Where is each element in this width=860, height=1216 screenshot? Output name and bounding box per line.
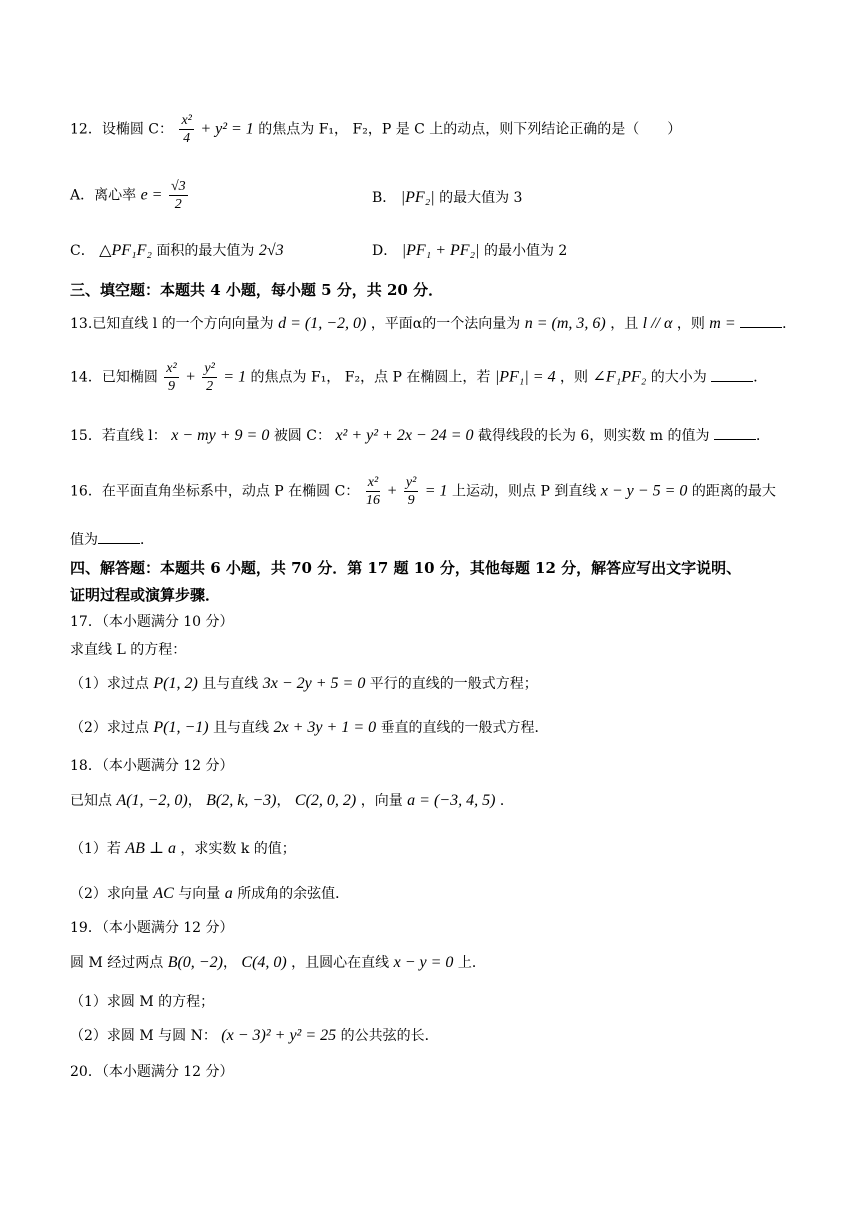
q19-sub1: （1）求圆 M 的方程； [70, 994, 215, 1010]
q18-s2c: 所成角的余弦值． [237, 886, 350, 902]
q14-p4: 的大小为 [650, 369, 707, 386]
q12-option-d [372, 241, 567, 261]
q13-p2: ，平面α的一个法向量为 [370, 316, 521, 332]
q17-s1c: 平行的直线的一般式方程； [369, 676, 538, 692]
q15-stem [70, 426, 770, 446]
q15-p4: ． [755, 428, 770, 444]
q19-intro-text: 圆 M 经过两点 [70, 955, 164, 971]
q17-s2c: 垂直的直线的一般式方程． [380, 720, 549, 736]
section-4-title-line1: 四、解答题：本题共 6 小题，共 70 分．第 17 题 10 分，其他每题 12 分，解答应写出文字说明、 [70, 559, 742, 577]
q17-s2b: 且与直线 [213, 720, 270, 736]
q16-plus: + [386, 482, 398, 500]
q12-option-a [70, 178, 190, 213]
q17-s2a: （2）求过点 [70, 720, 149, 736]
q16-p1: 16．在平面直角坐标系中，动点 P 在椭圆 C： [70, 483, 360, 500]
q16-line2-end: ． [140, 532, 154, 548]
q13-p3: ，且 [610, 316, 639, 332]
q14-angle: ∠F₁PF₂ [592, 368, 647, 386]
q18-s2a: （2）求向量 [70, 886, 149, 902]
q12-optb-text: 的最大值为 3 [439, 190, 523, 206]
q12-suffix: 的焦点为 F₁， F₂，P 是 C 上的动点，则下列结论正确的是（ ） [258, 121, 682, 138]
q15-p2: 被圆 C： [273, 428, 331, 444]
q12-option-c [70, 241, 284, 261]
q13-direction-vector: d = (1, −2, 0) [278, 315, 367, 332]
q18-s2b: 与向量 [178, 886, 221, 902]
q12-opta-label: A．离心率 [70, 187, 137, 204]
q12-opta-num: √3 [170, 179, 186, 194]
q16-eq: = 1 [424, 482, 448, 500]
q12-optd-text: 的最小值为 2 [483, 243, 568, 259]
q15-line-eq: x − my + 9 = 0 [171, 427, 270, 444]
q12-opta-math: e = [140, 186, 163, 204]
q18-point-a: A(1, −2, 0) [116, 792, 188, 809]
q16-p3: 的距离的最大 [691, 483, 776, 500]
q19-line: x − y = 0 [393, 954, 454, 971]
q16-line2 [70, 530, 154, 550]
q12-stem [70, 112, 681, 147]
q13-normal-vector: n = (m, 3, 6) [524, 315, 606, 332]
q17-sub2 [70, 718, 549, 738]
q12-option-b [372, 188, 522, 208]
q18-intro-text: 已知点 [70, 793, 112, 809]
q16-frac1 [366, 474, 380, 509]
q20-header: 20．（本小题满分 12 分） [70, 1064, 234, 1080]
q13-m-eq: m = [709, 315, 736, 332]
q17-header: 17．（本小题满分 10 分） [70, 614, 234, 630]
q16-line2-text: 值为 [70, 532, 98, 548]
q18-s2-ac: AC [153, 885, 174, 902]
q18-sub2 [70, 884, 349, 904]
q16-stem [70, 474, 776, 509]
q18-s1a: （1）若 [70, 841, 121, 857]
q15-circle-eq: x² + y² + 2x − 24 = 0 [335, 427, 474, 444]
q17-intro: 求直线 L 的方程： [70, 642, 187, 658]
q18-s1b: ，求实数 k 的值； [180, 841, 296, 857]
q14-p3: ，则 [560, 369, 589, 386]
q12-opta-fraction [169, 178, 188, 213]
q18-point-b: B(2, k, −3) [206, 792, 277, 809]
q13-answer-blank [740, 315, 782, 328]
q14-eq: = 1 [223, 368, 247, 386]
q17-s2-line: 2x + 3y + 1 = 0 [273, 719, 377, 736]
q14-frac2-num: y² [204, 361, 215, 376]
q18-intro: 已知点 A(1, −2, 0)， B(2, k, −3)， C(2, 0, 2) ，向量 a = (−3, 4, 5) ． [70, 792, 514, 809]
q19-s2a: （2）求圆 M 与圆 N： [70, 1028, 217, 1044]
q13-p5: ． [782, 316, 797, 332]
q19-sub2 [70, 1026, 439, 1046]
q12-optd-math: |PF₁ + PF₂| [401, 242, 480, 259]
q17-sub1 [70, 674, 538, 694]
q17-s1-line: 3x − 2y + 5 = 0 [262, 675, 366, 692]
q13-p1: 13.已知直线 l 的一个方向向量为 [70, 316, 274, 332]
q14-frac2-den: 2 [206, 379, 214, 394]
q18-s2-a: a [224, 885, 233, 902]
q13-parallel: l // α [642, 315, 673, 332]
q14-answer-blank [711, 369, 753, 382]
q12-optc-label: C． [70, 243, 95, 259]
q18-end: ． [499, 793, 514, 809]
q16-p2: 上运动，则点 P 到直线 [452, 483, 597, 500]
q12-prefix: 12．设椭圆 C： [70, 121, 173, 138]
q12-optc-math: △PF₁F₂ [99, 242, 152, 259]
q12-optc-value: 2√3 [258, 242, 284, 259]
q17-s1a: （1）求过点 [70, 676, 149, 692]
q16-line-eq: x − y − 5 = 0 [600, 482, 688, 500]
q18-header: 18．（本小题满分 12 分） [70, 758, 234, 774]
q18-sub1 [70, 839, 296, 859]
q14-frac1 [164, 360, 178, 395]
q18-point-c: C(2, 0, 2) [294, 792, 357, 809]
q12-optb-label: B． [372, 190, 397, 206]
q14-stem [70, 360, 767, 395]
q17-s1b: 且与直线 [202, 676, 259, 692]
q19-circle-n: (x − 3)² + y² = 25 [221, 1027, 337, 1044]
q15-p1: 15．若直线 l： [70, 428, 167, 444]
q16-answer-blank [98, 531, 140, 544]
q14-p1: 14．已知椭圆 [70, 369, 158, 386]
q16-frac2-den: 9 [407, 493, 415, 508]
q19-point-c: C(4, 0) [241, 954, 287, 971]
q12-opta-den: 2 [174, 197, 182, 212]
q16-frac2 [404, 474, 418, 509]
q12-optc-text: 面积的最大值为 [156, 243, 255, 259]
q18-vec-text: ，向量 [360, 793, 403, 809]
q17-s1-point: P(1, 2) [153, 675, 198, 692]
q16-frac1-den: 16 [365, 493, 380, 508]
q19-header: 19．（本小题满分 12 分） [70, 920, 234, 936]
q14-pf1: |PF₁| = 4 [494, 368, 556, 386]
q19-intro: 圆 M 经过两点 B(0, −2)， C(4, 0) ，且圆心在直线 x − y = 0 上． [70, 954, 486, 971]
q14-frac2 [202, 360, 216, 395]
q19-point-b: B(0, −2) [167, 954, 223, 971]
q12-optd-label: D． [372, 243, 398, 259]
q12-optb-math: |PF₂| [400, 189, 435, 206]
q15-p3: 截得线段的长为 6，则实数 m 的值为 [477, 428, 710, 444]
q13-p4: ，则 [676, 316, 705, 332]
q12-frac-num: x² [181, 113, 192, 128]
q14-frac1-den: 9 [167, 379, 175, 394]
q18-vector-a: a = (−3, 4, 5) [407, 792, 496, 809]
q12-fraction [179, 112, 193, 147]
q17-s2-point: P(1, −1) [153, 719, 209, 736]
q12-frac-den: 4 [183, 131, 191, 146]
q18-s1-math: AB ⊥ a [125, 840, 176, 857]
q19-p2: ，且圆心在直线 [291, 955, 390, 971]
q14-frac1-num: x² [166, 361, 177, 376]
section-4-title-line2: 证明过程或演算步骤． [70, 586, 221, 604]
q16-frac1-num: x² [367, 475, 379, 490]
q19-p3: 上． [457, 955, 486, 971]
q14-p2: 的焦点为 F₁， F₂，点 P 在椭圆上，若 [250, 369, 491, 386]
q13-stem [70, 314, 796, 334]
q14-p5: ． [753, 369, 768, 386]
q19-s2b: 的公共弦的长． [340, 1028, 439, 1044]
q14-plus: + [185, 368, 196, 386]
q12-eq-tail: + y² = 1 [200, 120, 254, 138]
q16-frac2-num: y² [405, 475, 417, 490]
section-3-title: 三、填空题：本题共 4 小题，每小题 5 分，共 20 分． [70, 281, 444, 299]
q15-answer-blank [714, 427, 756, 440]
